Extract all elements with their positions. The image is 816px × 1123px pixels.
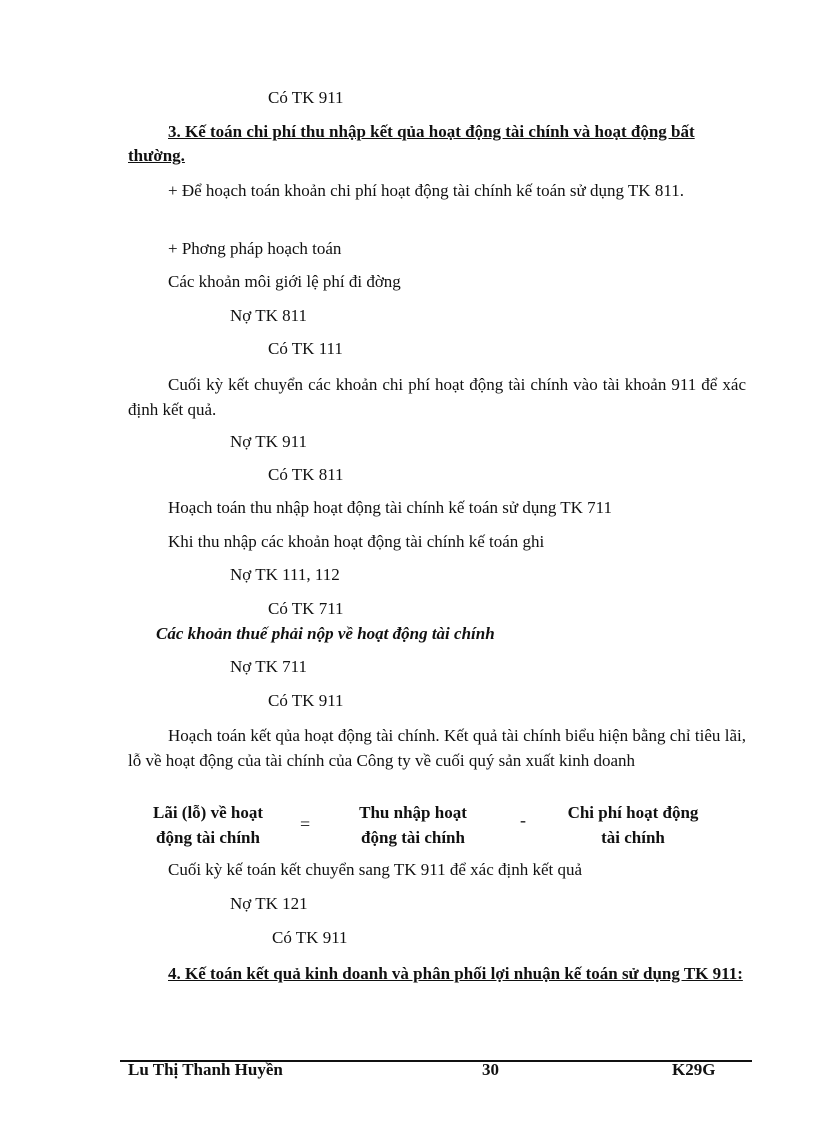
entry-no-tk-711: Nợ TK 711 xyxy=(230,657,307,676)
footer-page-number: 30 xyxy=(482,1060,499,1079)
brokerage-fees-line: Các khoản môi giới lệ phí đi đờng xyxy=(168,272,401,291)
entry-co-tk-711: Có TK 711 xyxy=(268,599,344,618)
section-heading-4: 4. Kế toán kết quả kinh doanh và phân phối lợi nhuận kế toán sử dụng TK 911: xyxy=(168,964,743,983)
entry-co-tk-911-c: Có TK 911 xyxy=(272,928,348,947)
entry-no-tk-121: Nợ TK 121 xyxy=(230,894,308,913)
formula-left-line-1: Lãi (lỗ) về hoạt xyxy=(152,803,264,822)
entry-no-tk-911: Nợ TK 911 xyxy=(230,432,307,451)
income-accounting-line: Hoạch toán thu nhập hoạt động tài chính kế toán sử dụng TK 711 xyxy=(168,498,613,517)
entry-no-tk-811: Nợ TK 811 xyxy=(230,306,307,325)
footer-author: Lu Thị Thanh Huyền xyxy=(128,1060,283,1079)
formula-left xyxy=(128,800,288,850)
formula-equals-sign: = xyxy=(300,814,311,834)
formula-left-line-2: động tài chính xyxy=(156,828,260,847)
formula-middle xyxy=(338,800,488,850)
end-period-transfer-line: Cuối kỳ kế toán kết chuyển sang TK 911 để xác định kết quả xyxy=(168,860,583,879)
formula-right-line-1: Chi phí hoạt động xyxy=(567,803,699,822)
formula-minus-sign: - xyxy=(520,810,526,830)
paragraph-tk-811: + Để hoạch toán khoản chi phí hoạt động tài chính kế toán sử dụng TK 811. xyxy=(168,181,684,200)
entry-no-tk-111-112: Nợ TK 111, 112 xyxy=(230,565,340,584)
paragraph-financial-result: Hoạch toán kết qủa hoạt động tài chính. Kết quả tài chính biểu hiện bằng chỉ tiêu lãi, lỗ về hoạt động của tài chính của Công ty về cuối quý sản xuất kinh doanh xyxy=(128,726,746,770)
tax-payable-subheading: Các khoản thuế phải nộp về hoạt động tài chính xyxy=(156,624,495,643)
method-label: + Phơng pháp hoạch toán xyxy=(168,239,342,258)
formula-right xyxy=(548,800,718,850)
entry-co-tk-111: Có TK 111 xyxy=(268,339,343,358)
entry-co-tk-911: Có TK 911 xyxy=(268,88,344,107)
section-heading-3: 3. Kế toán chi phí thu nhập kết qủa hoạt động tài chính và hoạt động bất thường. xyxy=(128,122,695,165)
formula-middle-line-1: Thu nhập hoạt xyxy=(359,803,467,822)
footer-class-code: K29G xyxy=(672,1060,716,1079)
formula-middle-line-2: động tài chính xyxy=(361,828,465,847)
paragraph-end-period-transfer: Cuối kỳ kết chuyển các khoản chi phí hoạt động tài chính vào tài khoản 911 để xác định kết quả. xyxy=(128,375,746,419)
formula-right-line-2: tài chính xyxy=(601,828,665,847)
entry-co-tk-811: Có TK 811 xyxy=(268,465,344,484)
income-recording-line: Khi thu nhập các khoản hoạt động tài chính kế toán ghi xyxy=(168,532,545,551)
entry-co-tk-911-b: Có TK 911 xyxy=(268,691,344,710)
profit-formula xyxy=(128,800,748,852)
